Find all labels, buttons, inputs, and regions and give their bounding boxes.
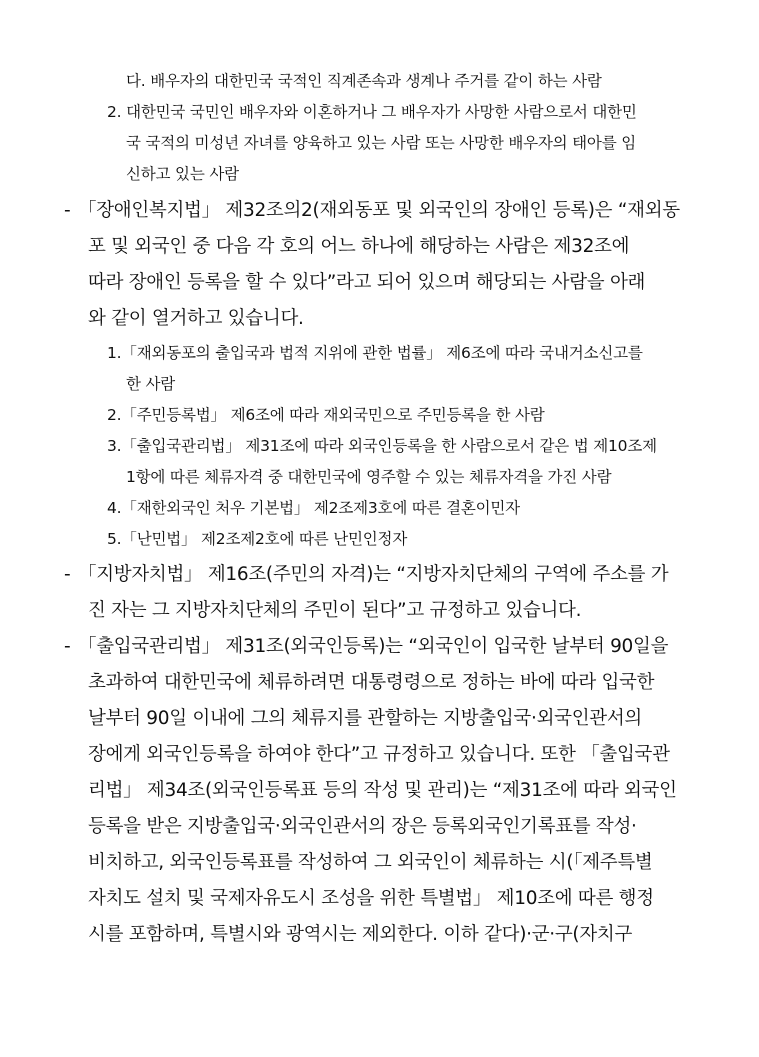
section-1-item-1-line-1: 1.「재외동포의 출입국과 법적 지위에 관한 법률」 제6조에 따라 국내거소신고를 [107, 344, 643, 362]
section-1-item-3-line-1: 3.「출입국관리법」 제31조에 따라 외국인등록을 한 사람으로서 같은 법 제10조제 [107, 437, 657, 455]
section-3-line-8: 자치도 설치 및 국제자유도시 조성을 위한 특별법」 제10조에 따른 행정 [88, 888, 654, 909]
section-2-bullet: - [64, 564, 71, 585]
section-1-bullet: - [64, 200, 71, 221]
section-3-line-1: 「출입국관리법」 제31조(외국인등록)는 “외국인이 입국한 날부터 90일을 [78, 636, 669, 657]
section-1-line-4: 와 같이 열거하고 있습니다. [88, 308, 304, 329]
section-3-line-4: 장에게 외국인등록을 하여야 한다”고 규정하고 있습니다. 또한 「출입국관 [88, 744, 670, 765]
section-2-line-1: 「지방자치법」 제16조(주민의 자격)는 “지방자치단체의 구역에 주소를 가 [78, 564, 669, 585]
section-1-line-1: 「장애인복지법」 제32조의2(재외동포 및 외국인의 장애인 등록)은 “재외동 [78, 200, 680, 221]
section-3-line-5: 리법」 제34조(외국인등록표 등의 작성 및 관리)는 “제31조에 따라 외국인 [88, 780, 677, 801]
section-3-line-6: 등록을 받은 지방출입국·외국인관서의 장은 등록외국인기록표를 작성· [88, 816, 637, 837]
section-3-line-3: 날부터 90일 이내에 그의 체류지를 관할하는 지방출입국·외국인관서의 [88, 708, 642, 729]
section-1-item-2: 2.「주민등록법」 제6조에 따라 재외국민으로 주민등록을 한 사람 [107, 406, 545, 424]
sub-item-da: 다. 배우자의 대한민국 국적인 직계존속과 생계나 주거를 같이 하는 사람 [126, 72, 602, 90]
section-3-bullet: - [64, 636, 71, 657]
section-1-line-3: 따라 장애인 등록을 할 수 있다”라고 되어 있으며 해당되는 사람을 아래 [88, 272, 646, 293]
sub-item-2-line-2: 국 국적의 미성년 자녀를 양육하고 있는 사람 또는 사망한 배우자의 태아를 임 [126, 134, 636, 152]
section-2-line-2: 진 자는 그 지방자치단체의 주민이 된다”고 규정하고 있습니다. [88, 600, 582, 621]
section-1-item-3-line-2: 1항에 따른 체류자격 중 대한민국에 영주할 수 있는 체류자격을 가진 사람 [126, 468, 612, 486]
section-1-item-4: 4.「재한외국인 처우 기본법」 제2조제3호에 따른 결혼이민자 [107, 499, 520, 517]
section-1-line-2: 포 및 외국인 중 다음 각 호의 어느 하나에 해당하는 사람은 제32조에 [88, 236, 630, 257]
section-1-item-5: 5.「난민법」 제2조제2호에 따른 난민인정자 [107, 530, 408, 548]
sub-item-2-line-3: 신하고 있는 사람 [126, 165, 239, 183]
section-3-line-9: 시를 포함하며, 특별시와 광역시는 제외한다. 이하 같다)·군·구(자치구 [88, 924, 633, 945]
section-3-line-7: 비치하고, 외국인등록표를 작성하여 그 외국인이 체류하는 시(「제주특별 [88, 852, 653, 873]
section-3-line-2: 초과하여 대한민국에 체류하려면 대통령령으로 정하는 바에 따라 입국한 [88, 672, 655, 693]
sub-item-2-line-1: 2. 대한민국 국민인 배우자와 이혼하거나 그 배우자가 사망한 사람으로서 대한민 [107, 103, 637, 121]
section-1-item-1-line-2: 한 사람 [126, 375, 176, 393]
